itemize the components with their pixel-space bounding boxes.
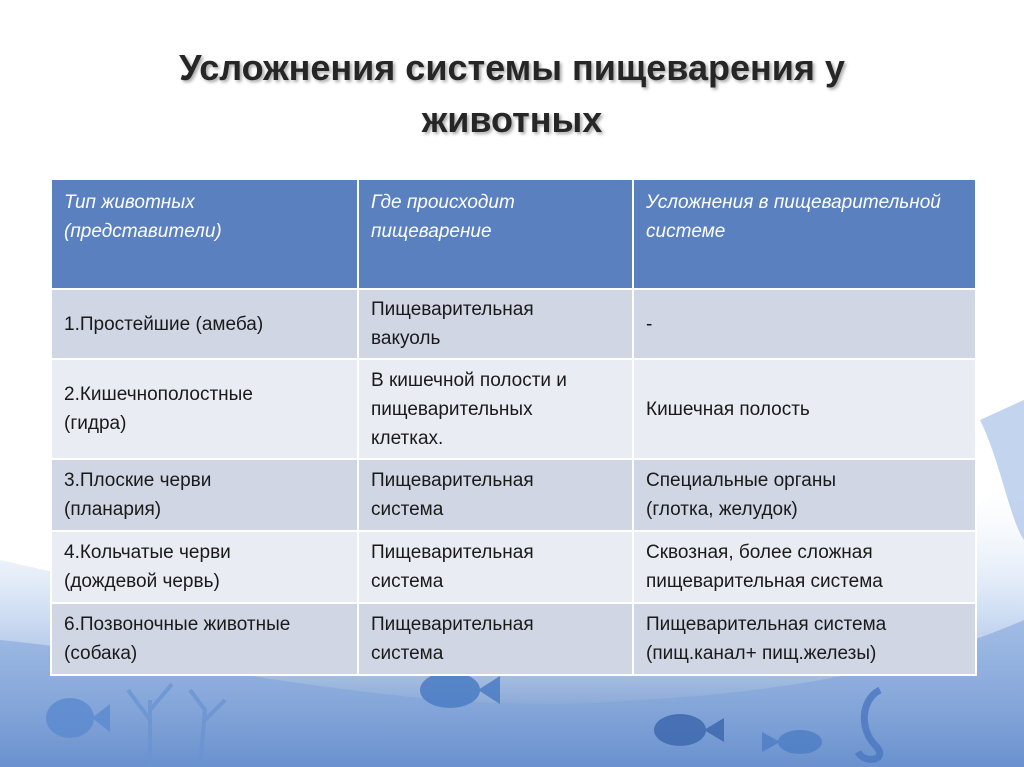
slide-title	[0, 42, 1024, 146]
table-row	[51, 603, 976, 675]
table-row	[51, 359, 976, 459]
table-cell: 2.Кишечнополостные (гидра)	[51, 359, 358, 459]
column-header-animal-type: Тип животных (представители)	[51, 179, 358, 289]
table-cell: В кишечной полости и пищеварительных клетках.	[358, 359, 633, 459]
table-cell: 4.Кольчатые черви (дождевой червь)	[51, 531, 358, 603]
table-cell: Кишечная полость	[633, 359, 976, 459]
digestion-table	[50, 178, 977, 676]
table-cell: Пищеварительная система (пищ.канал+ пищ.железы)	[633, 603, 976, 675]
table-cell: Сквозная, более сложная пищеварительная система	[633, 531, 976, 603]
table-cell: 6.Позвоночные животные (собака)	[51, 603, 358, 675]
column-header-digestion-place: Где происходит пищеварение	[358, 179, 633, 289]
table-cell: Пищеварительная вакуоль	[358, 289, 633, 359]
table-cell: Пищеварительная система	[358, 603, 633, 675]
table-cell: Пищеварительная система	[358, 531, 633, 603]
slide-title-line-2: животных	[421, 99, 603, 140]
table-row	[51, 289, 976, 359]
table-cell: 3.Плоские черви (планария)	[51, 459, 358, 531]
column-header-complications: Усложнения в пищеварительной системе	[633, 179, 976, 289]
table-row	[51, 531, 976, 603]
table-cell: 1.Простейшие (амеба)	[51, 289, 358, 359]
table-header-row	[51, 179, 976, 289]
table-cell: Специальные органы (глотка, желудок)	[633, 459, 976, 531]
slide-title-line-1: Усложнения системы пищеварения у	[179, 47, 845, 88]
table-cell: -	[633, 289, 976, 359]
table-cell: Пищеварительная система	[358, 459, 633, 531]
table-row	[51, 459, 976, 531]
